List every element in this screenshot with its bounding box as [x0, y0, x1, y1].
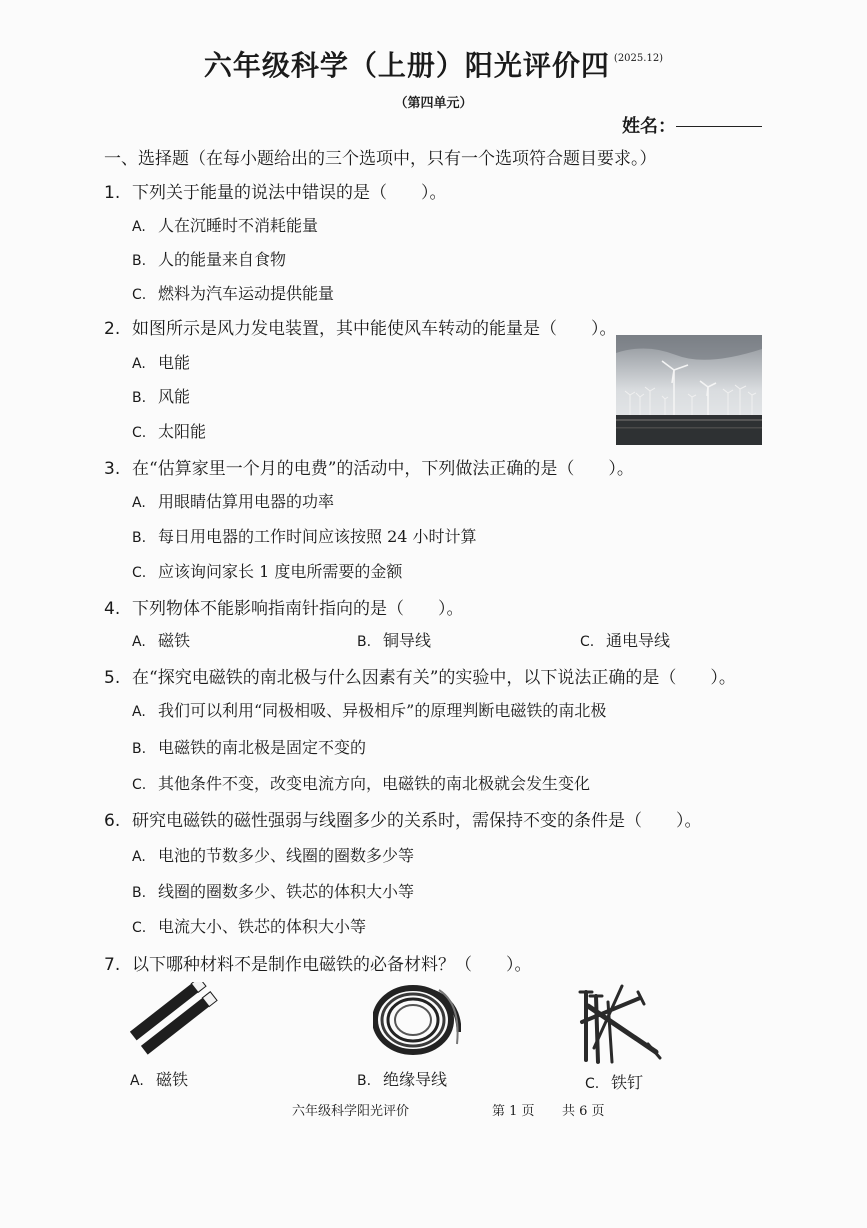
- q6-option-a[interactable]: A. 电池的节数多少、线圈的圈数多少等: [132, 846, 415, 865]
- q2-option-b[interactable]: B. 风能: [132, 387, 191, 406]
- question-5: 5. 在“探究电磁铁的南北极与什么因素有关”的实验中，以下说法正确的是（ ）。: [104, 668, 736, 688]
- exam-date: (2025.12): [613, 53, 664, 64]
- q5-option-b[interactable]: B. 电磁铁的南北极是固定不变的: [132, 738, 367, 757]
- question-7: 7. 以下哪种材料不是制作电磁铁的必备材料？（ ）。: [104, 955, 532, 975]
- q1-option-a[interactable]: A. 人在沉睡时不消耗能量: [132, 216, 319, 235]
- iron-nails-image: [578, 982, 662, 1064]
- q1-option-c[interactable]: C. 燃料为汽车运动提供能量: [132, 284, 335, 303]
- footer-title: 六年级科学阳光评价: [292, 1104, 410, 1119]
- wind-farm-photo: [616, 335, 762, 445]
- q2-option-a[interactable]: A. 电能: [132, 353, 191, 372]
- q4-option-b[interactable]: B. 铜导线: [357, 631, 432, 650]
- page-title: 六年级科学（上册）阳光评价四 $^{(2025.12)}$: [203, 49, 664, 82]
- q3-option-b[interactable]: B. 每日用电器的工作时间应该按照 24 小时计算: [132, 527, 477, 546]
- q4-option-a[interactable]: A. 磁铁: [132, 631, 191, 650]
- section-heading: 一、选择题（在每小题给出的三个选项中，只有一个选项符合题目要求。）: [104, 149, 657, 169]
- footer-page-total: 共 6 页: [562, 1104, 605, 1119]
- question-6: 6. 研究电磁铁的磁性强弱与线圈多少的关系时，需保持不变的条件是（ ）。: [104, 811, 702, 831]
- question-3: 3. 在“估算家里一个月的电费”的活动中，下列做法正确的是（ ）。: [104, 459, 634, 479]
- bar-magnets-image: [130, 982, 225, 1057]
- question-1: 1. 下列关于能量的说法中错误的是（ ）。: [104, 183, 447, 203]
- q6-option-b[interactable]: B. 线圈的圈数多少、铁芯的体积大小等: [132, 882, 415, 901]
- q5-option-c[interactable]: C. 其他条件不变，改变电流方向，电磁铁的南北极就会发生变化: [132, 774, 591, 793]
- q3-option-a[interactable]: A. 用眼睛估算用电器的功率: [132, 492, 335, 511]
- q2-option-c[interactable]: C. 太阳能: [132, 422, 207, 441]
- q1-option-b[interactable]: B. 人的能量来自食物: [132, 250, 287, 269]
- question-4: 4. 下列物体不能影响指南针指向的是（ ）。: [104, 599, 464, 619]
- name-field[interactable]: [676, 126, 762, 127]
- q7-option-b[interactable]: B. 绝缘导线: [357, 1070, 448, 1089]
- question-2: 2. 如图所示是风力发电装置，其中能使风车转动的能量是（ ）。: [104, 319, 617, 339]
- footer-page-number: 第 1 页: [492, 1104, 535, 1119]
- q7-option-c[interactable]: C. 铁钉: [585, 1073, 644, 1092]
- q6-option-c[interactable]: C. 电流大小、铁芯的体积大小等: [132, 917, 367, 936]
- page-subtitle: （第四单元）: [394, 96, 473, 111]
- q5-option-a[interactable]: A. 我们可以利用“同极相吸、异极相斥”的原理判断电磁铁的南北极: [132, 701, 607, 720]
- q3-option-c[interactable]: C. 应该询问家长 1 度电所需要的金额: [132, 562, 403, 581]
- name-label: 姓名：: [622, 116, 676, 137]
- q4-option-c[interactable]: C. 通电导线: [580, 631, 671, 650]
- q7-option-a[interactable]: A. 磁铁: [130, 1070, 189, 1089]
- insulated-wire-coil-image: [373, 982, 461, 1057]
